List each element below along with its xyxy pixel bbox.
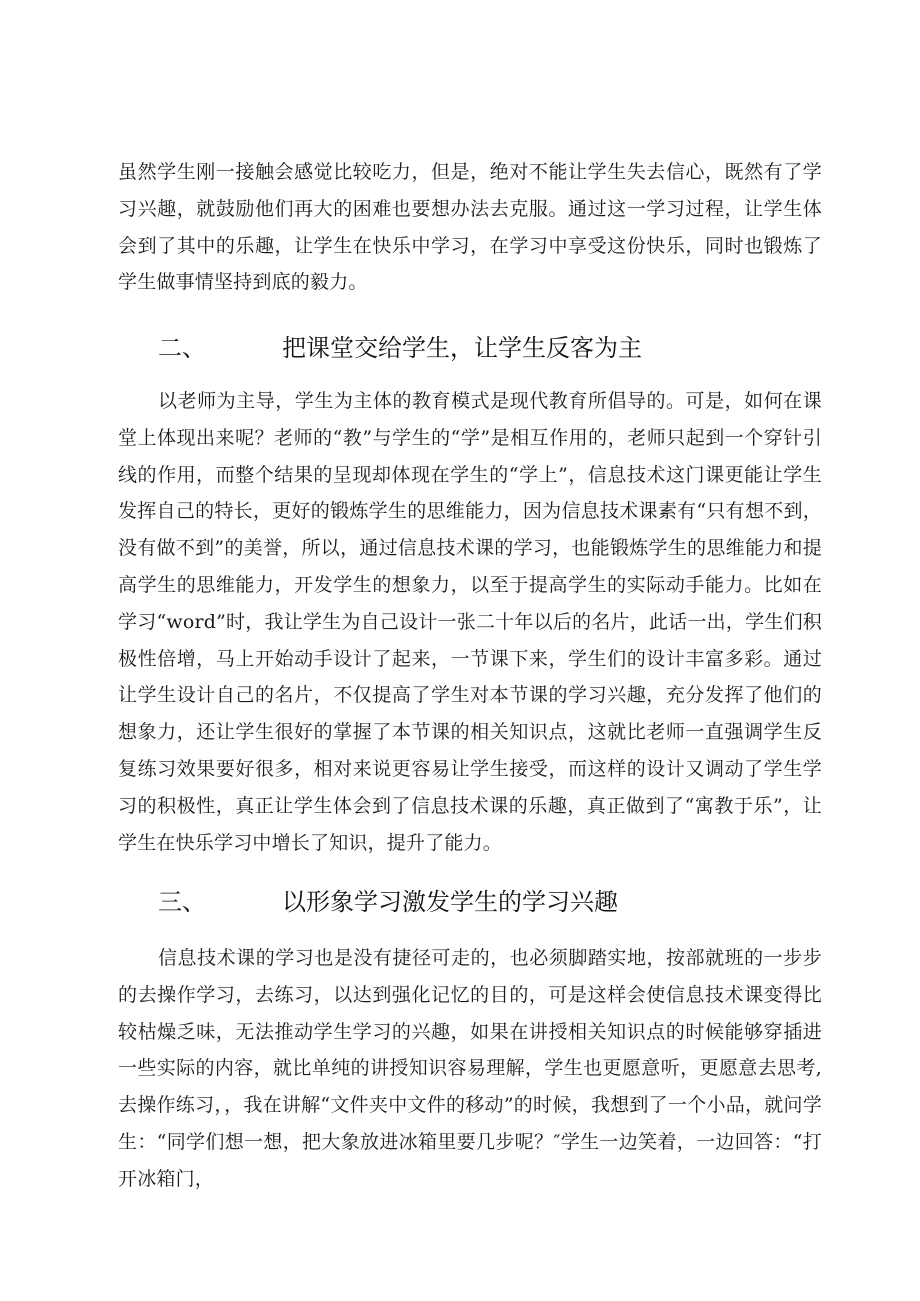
paragraph-section-3: 信息技术课的学习也是没有捷径可走的，也必须脚踏实地，按部就班的一步步的去操作学习，去练习，以达到强化记忆的目的，可是这样会使信息技术课变得比较枯燥乏味，无法推动学生学习的兴趣，如果在讲授相关知识点的时候能够穿插进一些实际的内容，就比单纯的讲授知识容易理解，学生也更愿意听，更愿意去思考,去操作练习，，我在讲解“文件夹中文件的移动”的时候，我想到了一个小品，就问学生：“同学们想一想，把大象放进冰箱里要几步呢？″学生一边笑着，一边回答：“打开冰箱门， (118, 947, 822, 1190)
section-heading-3 (158, 882, 822, 922)
paragraph-continuation: 虽然学生刚一接触会感觉比较吃力，但是，绝对不能让学生失去信心，既然有了学习兴趣，就鼓励他们再大的困难也要想办法去克服。通过这一学习过程，让学生体会到了其中的乐趣，让学生在快乐中学习，在学习中享受这份快乐，同时也锻炼了学生做事情坚持到底的毅力。 (118, 161, 822, 294)
paragraph-section-2: 以老师为主导，学生为主体的教育模式是现代教育所倡导的。可是，如何在课堂上体现出来呢？老师的“教”与学生的“学”是相互作用的，老师只起到一个穿针引线的作用，而整个结果的呈现却体现在学生的“学上”，信息技术这门课更能让学生发挥自己的特长，更好的锻炼学生的思维能力，因为信息技术课素有“只有想不到，没有做不到”的美誉，所以，通过信息技术课的学习，也能锻炼学生的思维能力和提高学生的思维能力，开发学生的想象力，以至于提高学生的实际动手能力。比如在学习“word”时，我让学生为自己设计一张二十年以后的名片，此话一出，学生们积极性倍增，马上开始动手设计了起来，一节课下来，学生们的设计丰富多彩。通过让学生设计自己的名片，不仅提高了学生对本节课的学习兴趣，充分发挥了他们的想象力，还让学生很好的掌握了本节课的相关知识点，这就比老师一直强调学生反复练习效果要好很多，相对来说更容易让学生接受，而这样的设计又调动了学生学习的积极性，真正让学生体会到了信息技术课的乐趣，真正做到了“寓教于乐”，让学生在快乐学习中增长了知识，提升了能力。 (118, 390, 822, 854)
section-heading-2 (158, 328, 822, 368)
section-title: 以形象学习激发学生的学习兴趣 (282, 888, 618, 916)
section-number: 三、 (158, 888, 206, 916)
section-title: 把课堂交给学生，让学生反客为主 (282, 334, 642, 362)
section-number: 二、 (158, 334, 206, 362)
